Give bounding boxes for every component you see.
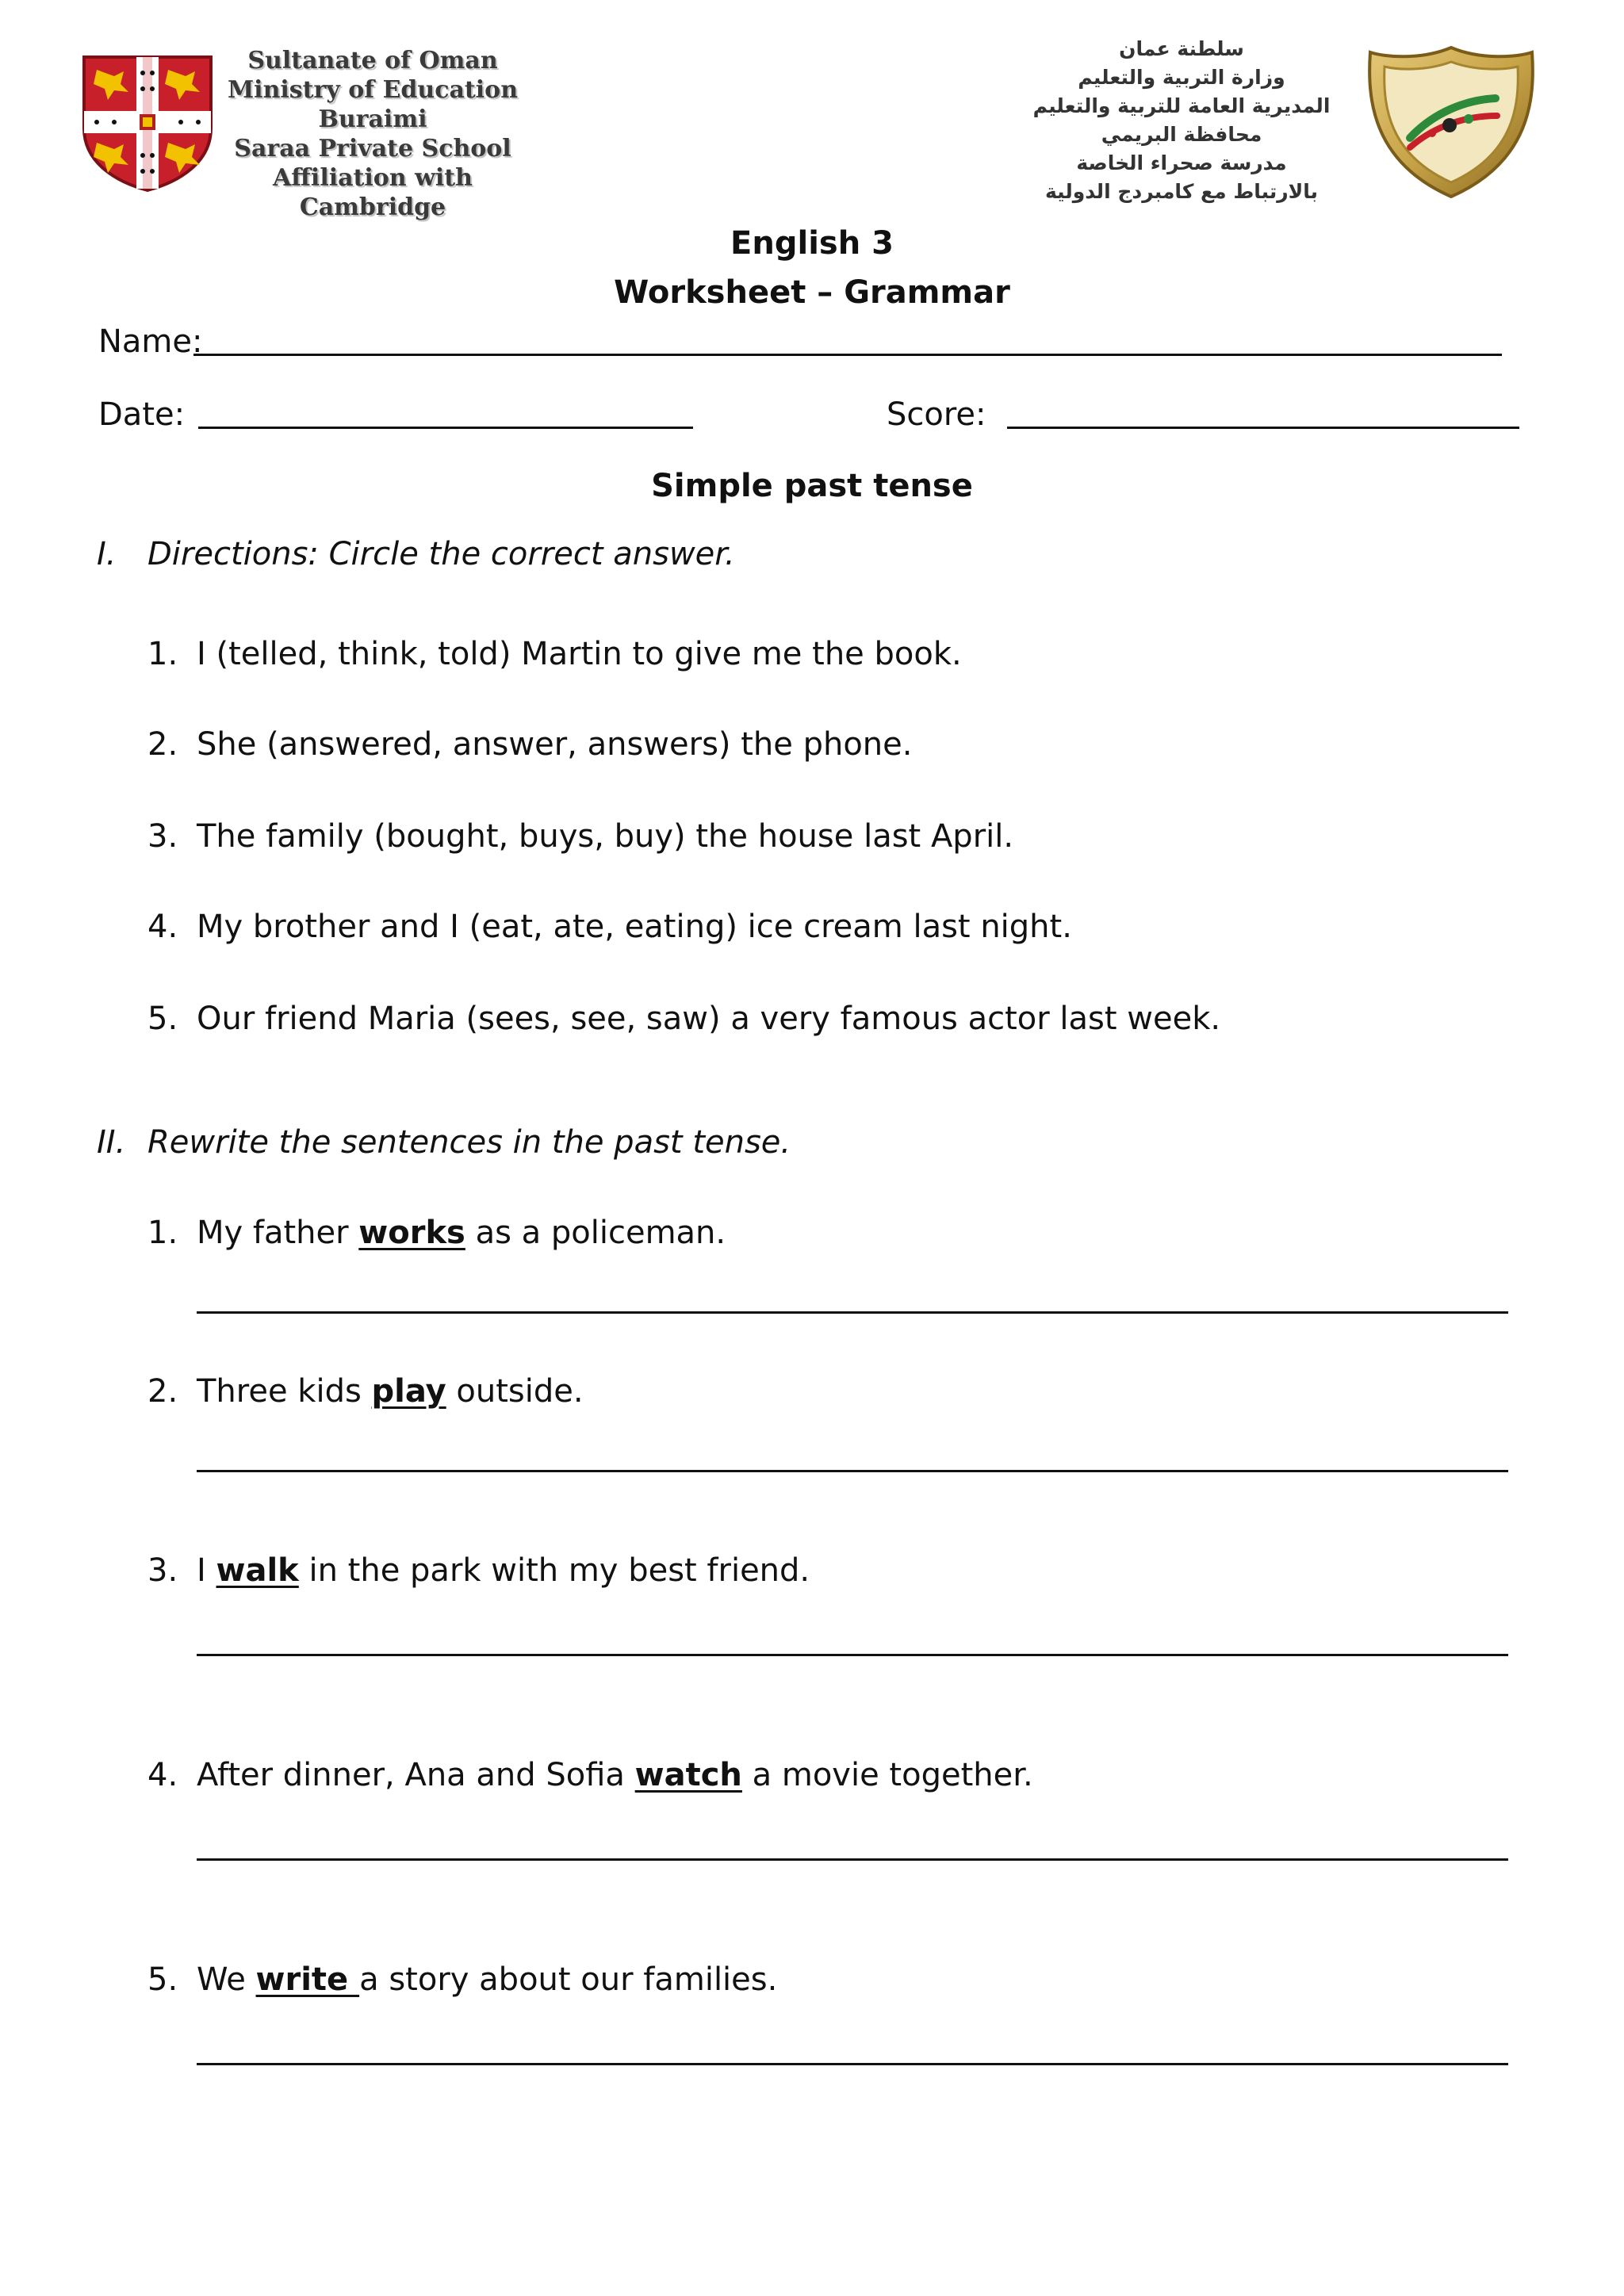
question-item[interactable] xyxy=(147,999,1220,1039)
target-verb: walk xyxy=(216,1552,299,1589)
answer-line[interactable] xyxy=(197,1858,1508,1861)
answer-line[interactable] xyxy=(197,1654,1508,1656)
question-number: 4. xyxy=(147,1757,178,1793)
school-name-arabic xyxy=(1015,35,1348,206)
sentence-end: a story about our families. xyxy=(359,1961,778,1998)
rewrite-item xyxy=(147,1551,810,1590)
section-directions: Directions: Circle the correct answer. xyxy=(147,536,735,572)
question-text: She (answered, answer, answers) the phone. xyxy=(197,726,913,763)
section-1-heading xyxy=(97,534,735,574)
school-name-english xyxy=(214,46,531,222)
rewrite-item xyxy=(147,1213,726,1253)
sentence-end: in the park with my best friend. xyxy=(298,1552,810,1589)
question-number: 4. xyxy=(147,909,178,945)
sentence-end: as a policeman. xyxy=(465,1215,726,1251)
question-text: Our friend Maria (sees, see, saw) a very famous actor last week. xyxy=(197,1001,1221,1037)
school-line-ar: مدرسة صحراء الخاصة xyxy=(1076,151,1287,174)
rewrite-item xyxy=(147,1755,1033,1795)
topic-title: Simple past tense xyxy=(651,468,973,504)
cambridge-shield-icon xyxy=(79,52,216,193)
question-number: 2. xyxy=(147,1373,178,1410)
question-item[interactable] xyxy=(147,725,912,764)
target-verb: watch xyxy=(634,1757,742,1793)
section-number: I. xyxy=(97,536,117,572)
score-field-line[interactable] xyxy=(1007,427,1519,429)
sentence-start: After dinner, Ana and Sofia xyxy=(197,1757,635,1793)
question-number: 2. xyxy=(147,726,178,763)
question-text: The family (bought, buys, buy) the house last April. xyxy=(197,818,1014,855)
answer-line[interactable] xyxy=(197,1311,1508,1314)
school-line-ar: وزارة التربية والتعليم xyxy=(1078,66,1285,89)
section-number: II. xyxy=(97,1124,126,1161)
school-line: Sultanate of Oman xyxy=(247,47,498,75)
question-number: 5. xyxy=(147,1961,178,1998)
rewrite-item xyxy=(147,1960,777,1999)
sentence-end: a movie together. xyxy=(741,1757,1033,1793)
school-line-ar: بالارتباط مع كامبردج الدولية xyxy=(1044,180,1319,203)
school-line: Affiliation with Cambridge xyxy=(273,164,473,221)
question-text: I (telled, think, told) Martin to give me the book. xyxy=(197,636,962,672)
sentence-start: We xyxy=(197,1961,256,1998)
school-line-ar: سلطنة عمان xyxy=(1119,37,1244,60)
question-number: 1. xyxy=(147,636,178,672)
name-label: Name: xyxy=(98,323,203,360)
answer-line[interactable] xyxy=(197,1470,1508,1472)
question-item[interactable] xyxy=(147,817,1013,856)
date-label: Date: xyxy=(98,396,186,433)
score-label: Score: xyxy=(887,396,986,433)
rewrite-item xyxy=(147,1372,584,1411)
sentence-start: Three kids xyxy=(197,1373,372,1410)
sentence-start: I xyxy=(197,1552,216,1589)
school-badge-icon xyxy=(1362,43,1540,201)
question-number: 3. xyxy=(147,818,178,855)
target-verb: write xyxy=(255,1961,360,1998)
worksheet-title: Worksheet – Grammar xyxy=(614,274,1010,311)
sentence-start: My father xyxy=(197,1215,359,1251)
school-line-ar: محافظة البريمي xyxy=(1101,123,1262,146)
sentence-end: outside. xyxy=(446,1373,584,1410)
answer-line[interactable] xyxy=(197,2063,1508,2065)
question-number: 3. xyxy=(147,1552,178,1589)
name-field-line[interactable] xyxy=(193,354,1502,356)
question-item[interactable] xyxy=(147,907,1072,947)
school-line: Saraa Private School xyxy=(234,135,511,163)
school-line-ar: المديرية العامة للتربية والتعليم xyxy=(1032,94,1331,117)
target-verb: works xyxy=(358,1215,465,1251)
target-verb: play xyxy=(371,1373,446,1410)
date-field-line[interactable] xyxy=(198,427,693,429)
question-text: My brother and I (eat, ate, eating) ice cream last night. xyxy=(197,909,1072,945)
question-number: 1. xyxy=(147,1215,178,1251)
school-line: Ministry of Education xyxy=(227,76,519,104)
section-2-heading xyxy=(97,1123,791,1162)
school-line: Buraimi xyxy=(318,105,427,133)
question-item[interactable] xyxy=(147,634,962,674)
question-number: 5. xyxy=(147,1001,178,1037)
section-directions: Rewrite the sentences in the past tense. xyxy=(147,1124,791,1161)
course-title: English 3 xyxy=(730,225,894,262)
